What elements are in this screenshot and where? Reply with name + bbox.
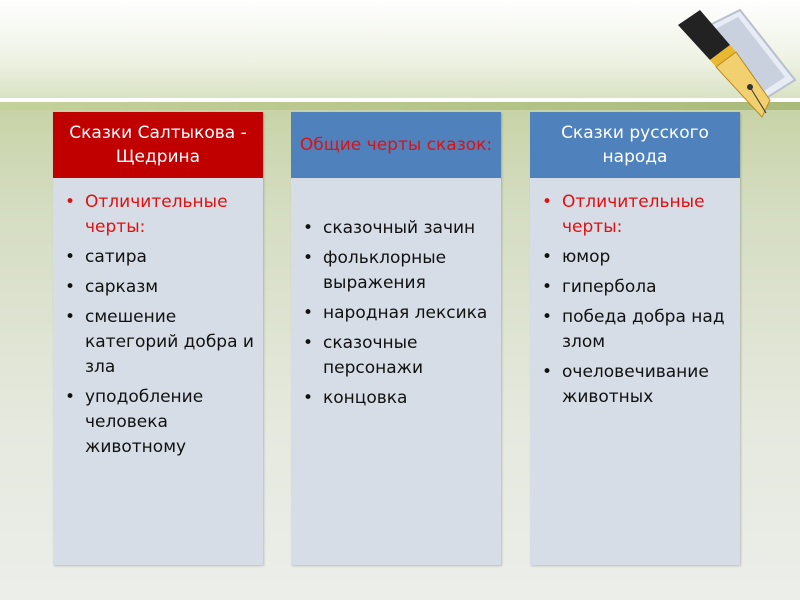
bullet-list (63, 190, 255, 460)
list-item: • очеловечивание животных (540, 360, 732, 410)
list-item: • концовка (301, 386, 493, 411)
column-body (530, 178, 740, 410)
column-1 (53, 112, 263, 565)
list-item: • народная лексика (301, 301, 493, 326)
list-item: • уподобление человека животному (63, 385, 255, 460)
column-header: Общие черты сказок: (291, 112, 501, 178)
column-body (291, 178, 501, 411)
list-item: • Отличительные черты: (63, 190, 255, 240)
list-item: • сказочные персонажи (301, 331, 493, 381)
fountain-pen-icon (670, 5, 800, 125)
list-item: • сарказм (63, 275, 255, 300)
list-item: • фольклорные выражения (301, 246, 493, 296)
column-header: Сказки русского народа (530, 112, 740, 178)
column-3 (530, 112, 740, 565)
list-item: • смешение категорий добра и зла (63, 305, 255, 380)
bullet-list (301, 216, 493, 411)
bullet-list (540, 190, 732, 410)
list-item: • сказочный зачин (301, 216, 493, 241)
column-header: Сказки Салтыкова - Щедрина (53, 112, 263, 178)
list-item: • сатира (63, 245, 255, 270)
list-item: • юмор (540, 245, 732, 270)
list-item: • гипербола (540, 275, 732, 300)
list-item: • победа добра над злом (540, 305, 732, 355)
column-body (53, 178, 263, 460)
column-2 (291, 112, 501, 565)
list-item: • Отличительные черты: (540, 190, 732, 240)
